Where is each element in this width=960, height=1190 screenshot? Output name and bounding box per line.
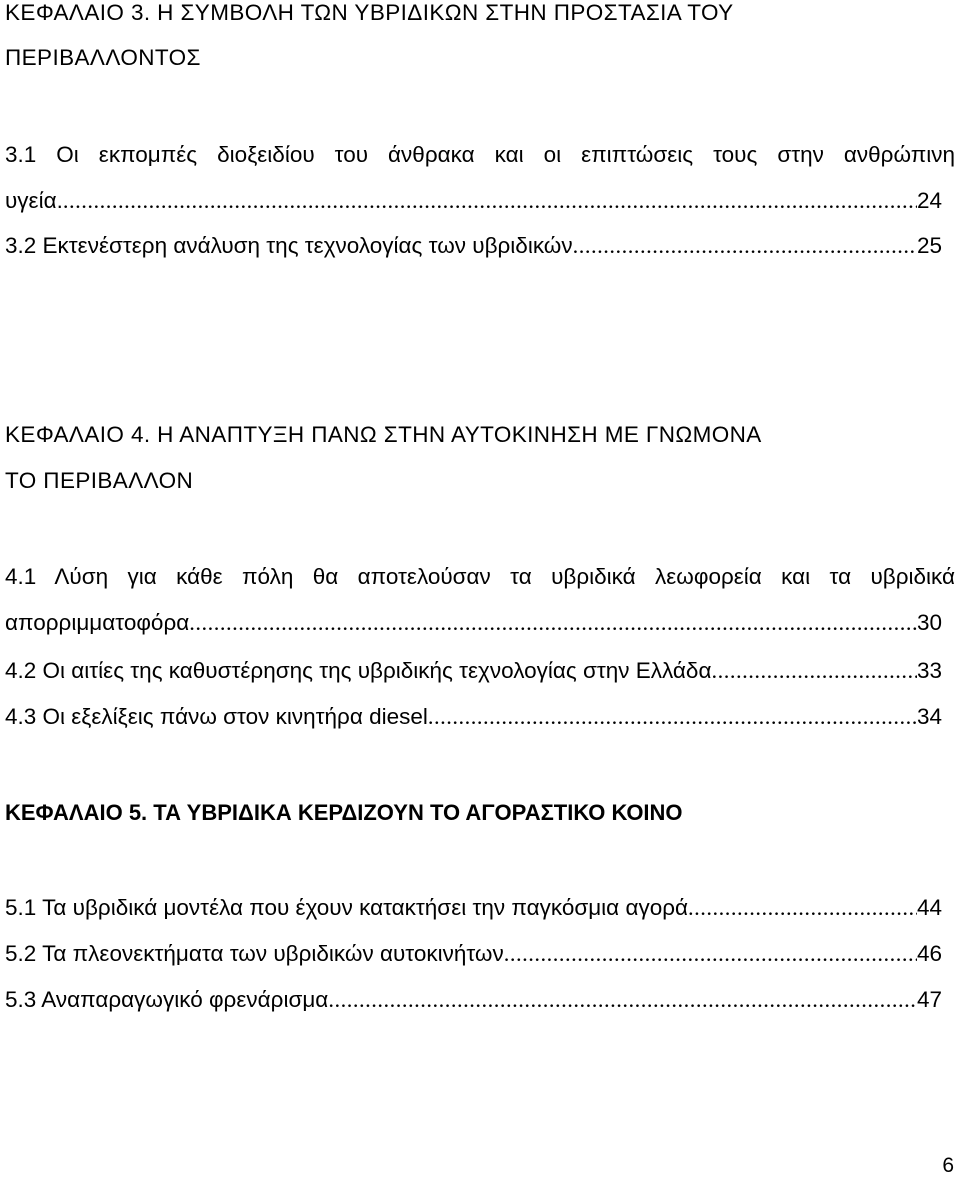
toc-entry-5-3 bbox=[5, 986, 942, 1014]
toc-entry-5-1 bbox=[5, 894, 942, 922]
toc-entry-4-3-text: 4.3 Οι εξελίξεις πάνω στον κινητήρα diesel bbox=[5, 704, 428, 729]
chapter-4-title-line-1: ΚΕΦΑΛΑΙΟ 4. Η ΑΝΑΠΤΥΞΗ ΠΑΝΩ ΣΤΗΝ ΑΥΤΟΚΙΝΗΣΗ ΜΕ ΓΝΩΜΟΝΑ bbox=[5, 422, 762, 447]
toc-leader-dots bbox=[328, 986, 917, 1014]
toc-entry-5-1-page: 44 bbox=[916, 895, 942, 920]
toc-entry-3-1-page: 24 bbox=[916, 188, 942, 213]
toc-entry-3-2-page: 25 bbox=[916, 233, 942, 258]
toc-leader-dots bbox=[63, 187, 917, 215]
toc-entry-3-1-line-1: 3.1 Οι εκπομπές διοξειδίου του άνθρακα και οι επιπτώσεις τους στην ανθρώπινη bbox=[5, 142, 955, 167]
toc-entry-4-1 bbox=[5, 609, 942, 637]
toc-entry-4-1-line-1: 4.1 Λύση για κάθε πόλη θα αποτελούσαν τα υβριδικά λεωφορεία και τα υβριδικά bbox=[5, 564, 955, 589]
toc-leader-dots bbox=[504, 940, 917, 968]
toc-entry-5-2-page: 46 bbox=[916, 941, 942, 966]
toc-entry-3-1-line-2: υγεία. bbox=[5, 188, 63, 213]
chapter-5-title: ΚΕΦΑΛΑΙΟ 5. ΤΑ ΥΒΡΙΔΙΚΑ ΚΕΡΔΙΖΟΥΝ ΤΟ ΑΓΟΡΑΣΤΙΚΟ ΚΟΙΝΟ bbox=[5, 800, 683, 825]
toc-entry-4-1-line-2: απορριμματοφόρα bbox=[5, 610, 190, 635]
toc-entry-5-2 bbox=[5, 940, 942, 968]
chapter-3-title-line-2: ΠΕΡΙΒΑΛΛΟΝΤΟΣ bbox=[5, 45, 201, 70]
toc-leader-dots bbox=[711, 657, 917, 685]
chapter-4-title-line-2: ΤΟ ΠΕΡΙΒΑΛΛΟΝ bbox=[5, 468, 194, 493]
toc-entry-4-3-page: 34 bbox=[916, 704, 942, 729]
toc-entry-3-1 bbox=[5, 187, 942, 215]
toc-entry-4-1-page: 30 bbox=[916, 610, 942, 635]
toc-entry-5-1-text: 5.1 Τα υβριδικά μοντέλα που έχουν κατακτήσει την παγκόσμια αγορά bbox=[5, 895, 689, 920]
toc-entry-4-2-text: 4.2 Οι αιτίες της καθυστέρησης της υβριδικής τεχνολογίας στην Ελλάδα bbox=[5, 658, 712, 683]
toc-entry-4-2 bbox=[5, 657, 942, 685]
toc-entry-4-3 bbox=[5, 703, 942, 731]
toc-entry-4-2-page: 33 bbox=[916, 658, 942, 683]
page-number: 6 bbox=[942, 1154, 954, 1177]
toc-leader-dots bbox=[428, 703, 917, 731]
toc-leader-dots bbox=[688, 894, 917, 922]
toc-entry-3-2-text: 3.2 Εκτενέστερη ανάλυση της τεχνολογίας των υβριδικών bbox=[5, 233, 573, 258]
toc-entry-5-2-text: 5.2 Τα πλεονεκτήματα των υβριδικών αυτοκινήτων bbox=[5, 941, 504, 966]
chapter-3-title-line-1: ΚΕΦΑΛΑΙΟ 3. Η ΣΥΜΒΟΛΗ ΤΩΝ ΥΒΡΙΔΙΚΩΝ ΣΤΗΝ ΠΡΟΣΤΑΣΙΑ ΤΟΥ bbox=[5, 0, 734, 25]
toc-entry-5-3-text: 5.3 Αναπαραγωγικό φρενάρισμα bbox=[5, 987, 329, 1012]
toc-entry-3-2 bbox=[5, 232, 942, 260]
toc-leader-dots bbox=[573, 232, 917, 260]
toc-entry-5-3-page: 47 bbox=[916, 987, 942, 1012]
toc-leader-dots bbox=[189, 609, 917, 637]
